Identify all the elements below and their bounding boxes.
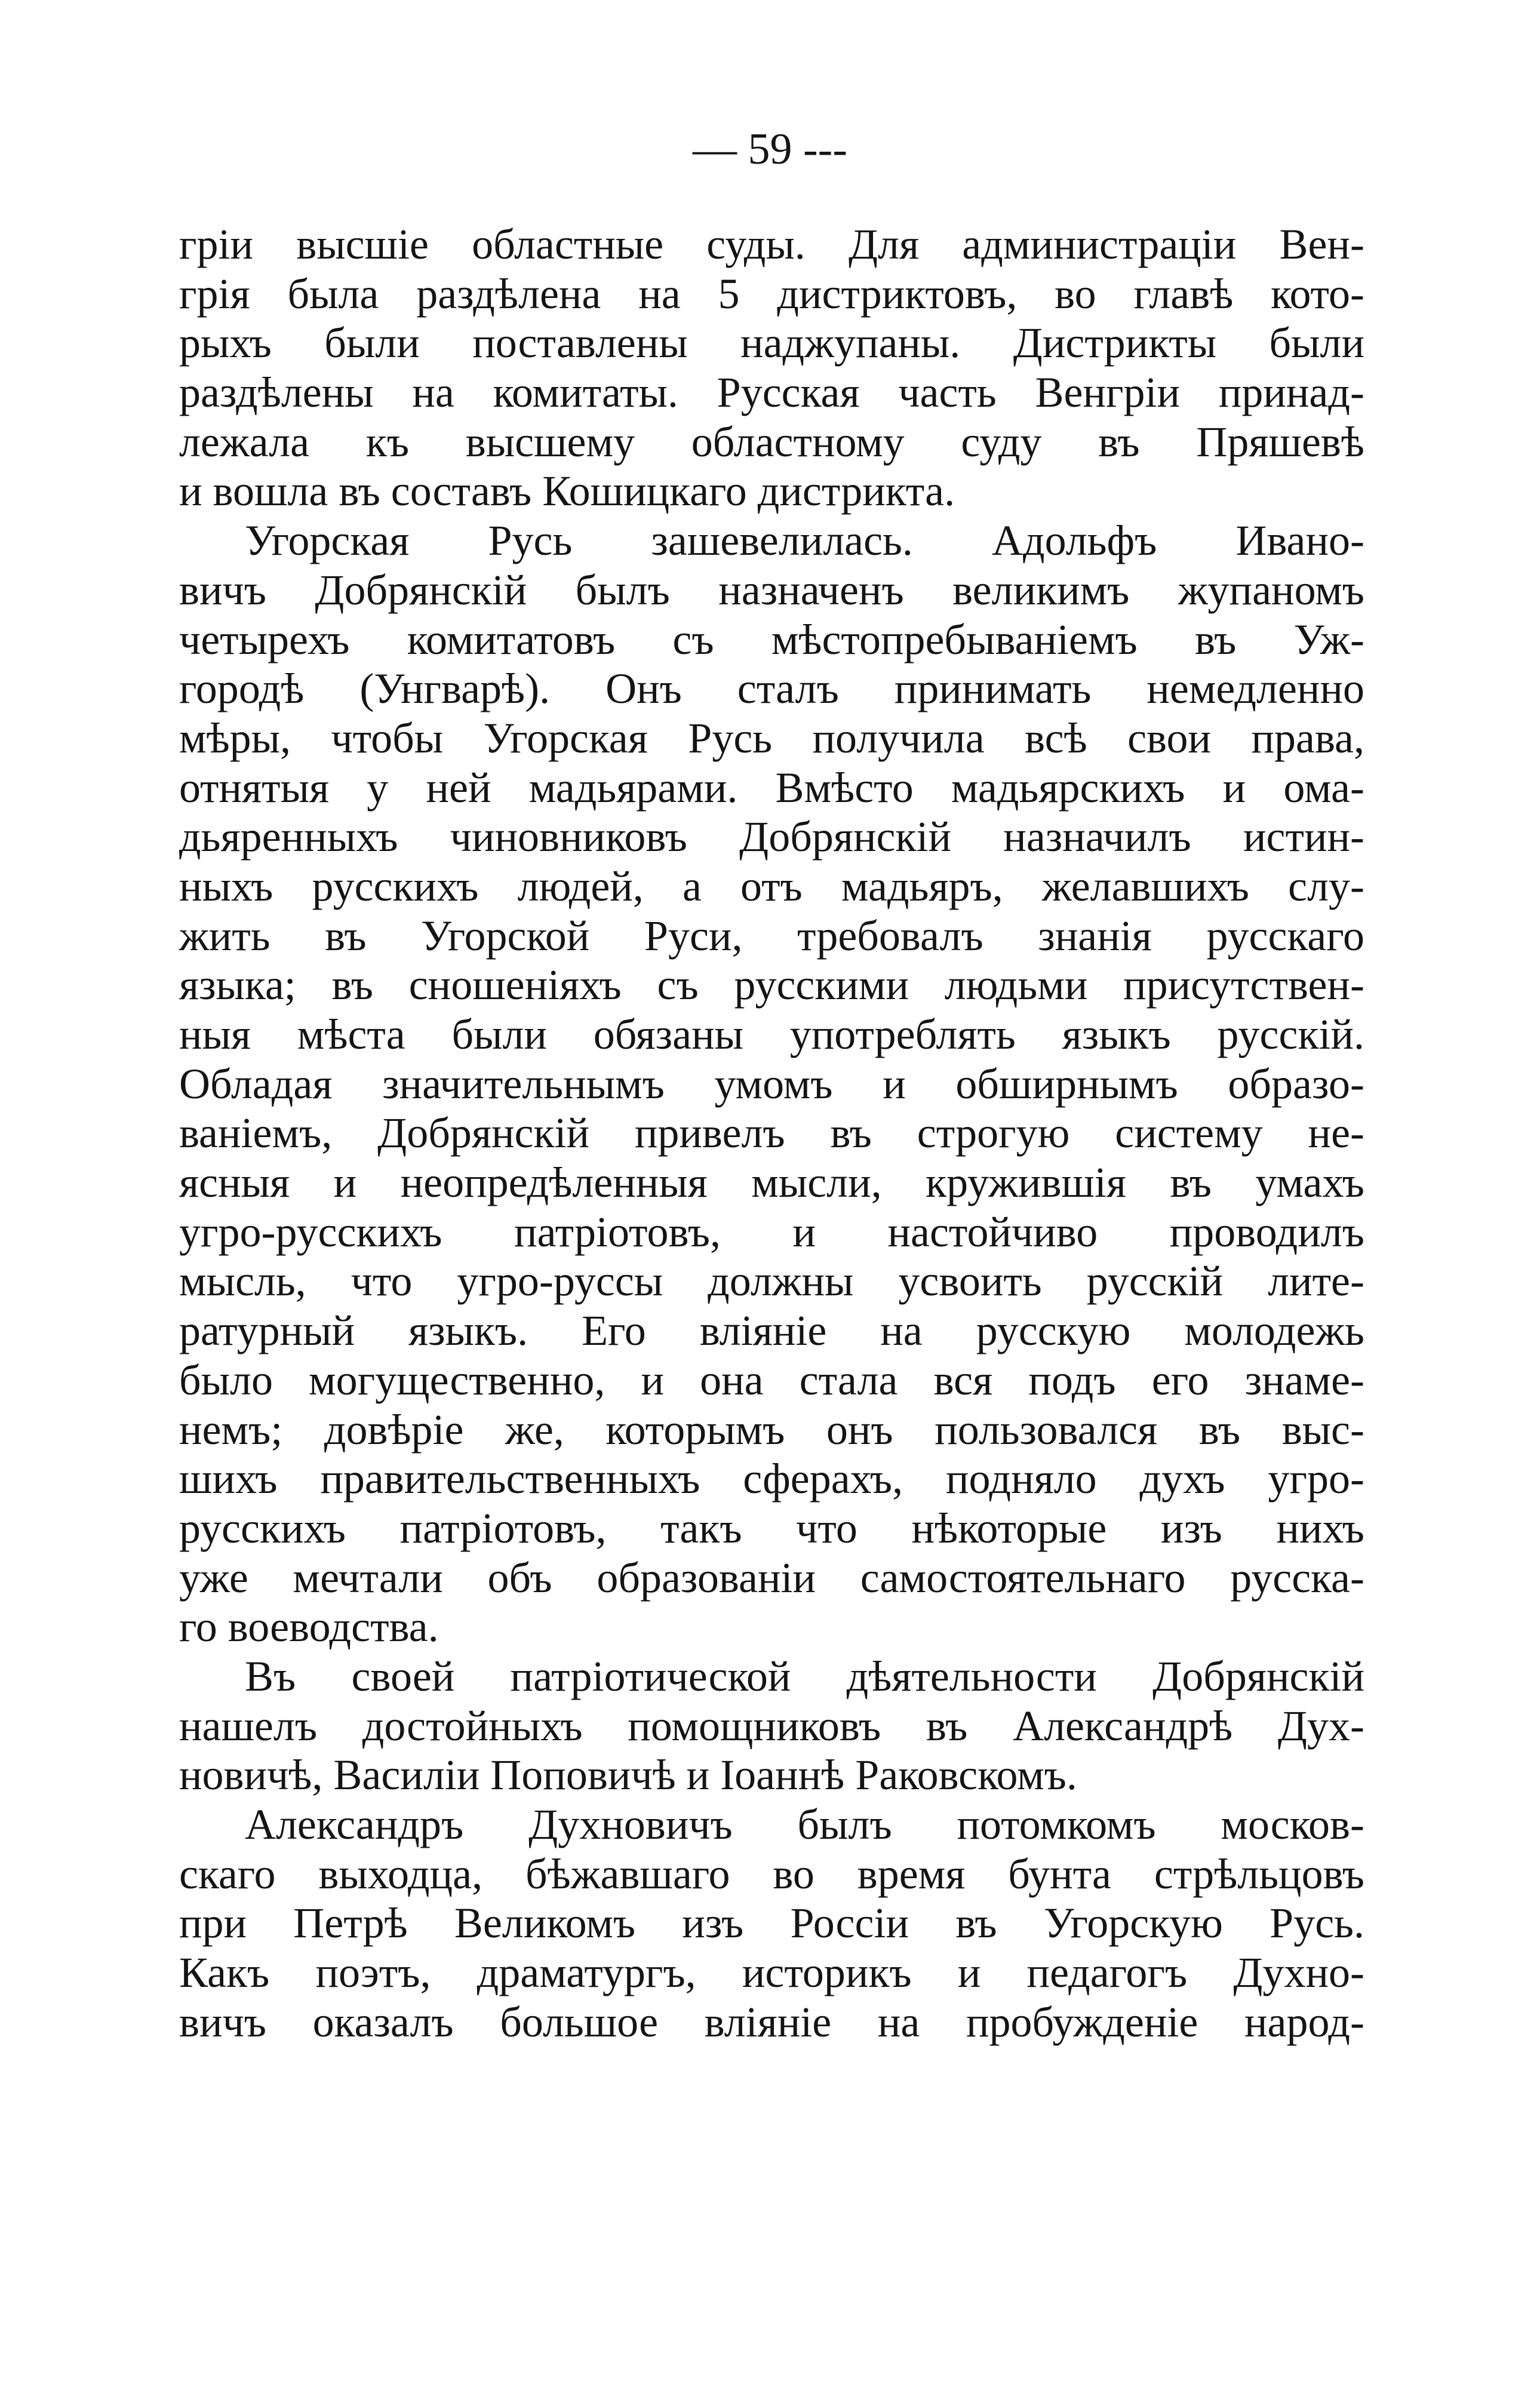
text-line: при Петрѣ Великомъ изъ Россіи въ Угорскую Русь. [179,1899,1364,1947]
text-line: отнятыя у ней мадьярами. Вмѣсто мадьярскихъ и ома- [179,763,1364,812]
text-line: и вошла въ составъ Кошицкаго дистрикта. [179,467,955,515]
text-line: ясныя и неопредѣленныя мысли, кружившія въ умахъ [179,1159,1364,1207]
text-line: го воеводства. [179,1603,439,1651]
text-line: гріи высшіе областные суды. Для администраціи Вен- [179,220,1364,268]
text-line: мѣры, чтобы Угорская Русь получила всѣ свои права, [179,714,1364,762]
text-line: шихъ правительственныхъ сферахъ, подняло духъ угро- [179,1455,1364,1503]
text-line: рыхъ были поставлены наджупаны. Дистрикты были [179,319,1364,367]
text-line: жить въ Угорской Руси, требовалъ знанія русскаго [179,911,1364,960]
text-line: новичѣ, Василіи Поповичѣ и Іоаннѣ Раковскомъ. [179,1751,1077,1799]
text-line: вичъ оказалъ большое вліяніе на пробужденіе народ- [179,1998,1364,2046]
text-line: городѣ (Унгварѣ). Онъ сталъ принимать немедленно [179,665,1364,713]
text-line: Какъ поэтъ, драматургъ, историкъ и педагогъ Духно- [179,1949,1364,1997]
page-number: — 59 --- [693,125,847,174]
text-line: лежала къ высшему областному суду въ Пряшевѣ [179,417,1364,466]
text-line: ныхъ русскихъ людей, а отъ мадьяръ, желавшихъ слу- [179,862,1364,910]
text-line: нашелъ достойныхъ помощниковъ въ Александрѣ Дух- [179,1701,1364,1750]
text-line: мысль, что угро-руссы должны усвоить русскій лите- [179,1257,1364,1305]
text-line: Въ своей патріотической дѣятельности Добрянскій [245,1652,1364,1700]
text-line: дьяренныхъ чиновниковъ Добрянскій назначилъ истин- [179,813,1364,861]
text-line: угро-русскихъ патріотовъ, и настойчиво проводилъ [179,1208,1364,1256]
text-line: ваніемъ, Добрянскій привелъ въ строгую систему не- [179,1109,1364,1157]
body-text [179,220,1364,2047]
text-line: было могущественно, и она стала вся подъ его знаме- [179,1356,1364,1404]
text-line: ныя мѣста были обязаны употреблять языкъ русскій. [179,1010,1364,1058]
text-line: русскихъ патріотовъ, такъ что нѣкоторые изъ нихъ [179,1504,1364,1552]
text-line: вичъ Добрянскій былъ назначенъ великимъ жупаномъ [179,566,1364,614]
text-line: четырехъ комитатовъ съ мѣстопребываніемъ въ Уж- [179,615,1364,663]
text-line: немъ; довѣріе же, которымъ онъ пользовался въ выс- [179,1405,1364,1454]
text-line: Угорская Русь зашевелилась. Адольфъ Ивано- [245,517,1364,565]
text-line: языка; въ сношеніяхъ съ русскими людьми присутствен- [179,961,1364,1009]
text-line: грія была раздѣлена на 5 дистриктовъ, во главѣ кото- [179,269,1364,318]
text-line: раздѣлены на комитаты. Русская часть Венгріи принад- [179,368,1364,417]
text-line: скаго выходца, бѣжавшаго во время бунта стрѣльцовъ [179,1850,1364,1898]
text-line: Обладая значительнымъ умомъ и обширнымъ образо- [179,1059,1364,1108]
text-line: уже мечтали объ образованіи самостоятельнаго русска- [179,1553,1364,1602]
text-line: ратурный языкъ. Его вліяніе на русскую молодежь [179,1307,1364,1355]
text-line: Александръ Духновичъ былъ потомкомъ москов- [245,1801,1364,1848]
